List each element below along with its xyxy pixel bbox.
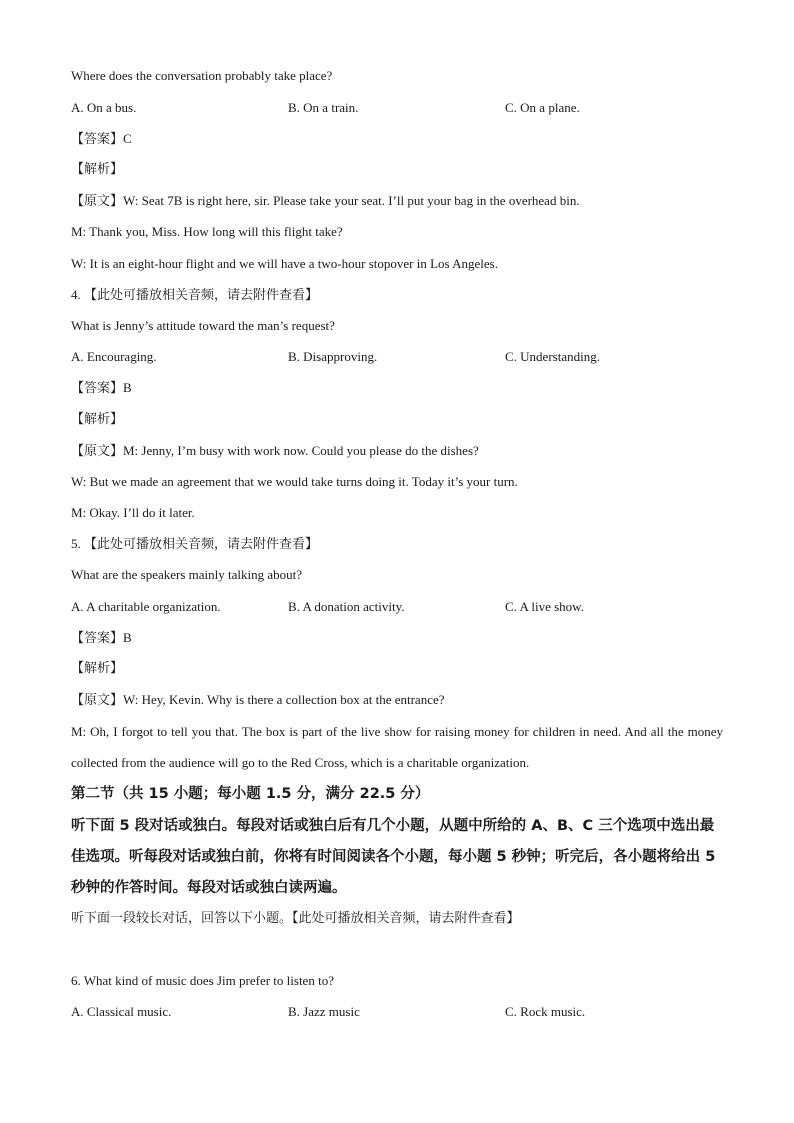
q5-question: What are the speakers mainly talking about? xyxy=(71,567,303,582)
q5-transcript-1: 【原文】W: Hey, Kevin. Why is there a collection box at the entrance? xyxy=(71,692,445,707)
q5-answer-line xyxy=(71,630,132,647)
q5-answer: B xyxy=(123,630,132,645)
q3-analysis-label: 【解析】 xyxy=(71,162,124,177)
q4-option-a: A. Encouraging. xyxy=(71,349,157,364)
q3-question: Where does the conversation probably take place? xyxy=(71,68,333,83)
q4-transcript-3: M: Okay. I’ll do it later. xyxy=(71,505,195,520)
q5-option-a: A. A charitable organization. xyxy=(71,599,221,614)
q3-option-c: C. On a plane. xyxy=(505,100,580,115)
q3-answer-line xyxy=(71,131,132,148)
q6-question: 6. What kind of music does Jim prefer to listen to? xyxy=(71,973,334,988)
q4-answer: B xyxy=(123,380,132,395)
q4-option-b: B. Disapproving. xyxy=(288,349,378,364)
q3-transcript-3: W: It is an eight-hour flight and we will have a two-hour stopover in Los Angeles. xyxy=(71,256,498,271)
q4-header: 4. 【此处可播放相关音频，请去附件查看】 xyxy=(71,287,319,302)
q5-option-c: C. A live show. xyxy=(505,599,584,614)
q3-answer: C xyxy=(123,131,132,146)
q3-option-b: B. On a train. xyxy=(288,100,359,115)
answer-label: 【答案】 xyxy=(71,132,124,147)
q4-transcript-2: W: But we made an agreement that we would take turns doing it. Today it’s your turn. xyxy=(71,474,518,489)
q4-option-c: C. Understanding. xyxy=(505,349,600,364)
q6-option-c: C. Rock music. xyxy=(505,1004,586,1019)
q4-answer-line xyxy=(71,380,132,397)
q4-question: What is Jenny’s attitude toward the man’s request? xyxy=(71,318,335,333)
q3-transcript-2: M: Thank you, Miss. How long will this flight take? xyxy=(71,224,343,239)
section2-title: 第二节（共 15 小题；每小题 1.5 分，满分 22.5 分） xyxy=(71,786,430,802)
answer-label: 【答案】 xyxy=(71,381,124,396)
q6-option-b: B. Jazz music xyxy=(288,1004,360,1019)
q5-transcript-2: M: Oh, I forgot to tell you that. The box is part of the live show for raising money for children in need. And all the money collected from the audience will go to the Red Cross, which is a charitable organization. xyxy=(71,724,723,770)
q5-header: 5. 【此处可播放相关音频，请去附件查看】 xyxy=(71,536,319,551)
q3-option-a: A. On a bus. xyxy=(71,100,137,115)
section2-lead: 听下面一段较长对话，回答以下小题。【此处可播放相关音频，请去附件查看】 xyxy=(71,911,520,926)
q4-analysis-label: 【解析】 xyxy=(71,412,124,427)
q6-option-a: A. Classical music. xyxy=(71,1004,172,1019)
q5-option-b: B. A donation activity. xyxy=(288,599,405,614)
q3-transcript-1: 【原文】W: Seat 7B is right here, sir. Please take your seat. I’ll put your bag in the overhead bin. xyxy=(71,193,580,208)
q5-analysis-label: 【解析】 xyxy=(71,661,124,676)
section2-instructions: 听下面 5 段对话或独白。每段对话或独白后有几个小题，从题中所给的 A、B、C 三个选项中选出最佳选项。听每段对话或独白前，你将有时间阅读各个小题，每小题 5 秒钟；听完后，各小题将给出 5 秒钟的作答时间。每段对话或独白读两遍。 xyxy=(71,818,716,896)
answer-label: 【答案】 xyxy=(71,631,124,646)
q4-transcript-1: 【原文】M: Jenny, I’m busy with work now. Could you please do the dishes? xyxy=(71,443,479,458)
